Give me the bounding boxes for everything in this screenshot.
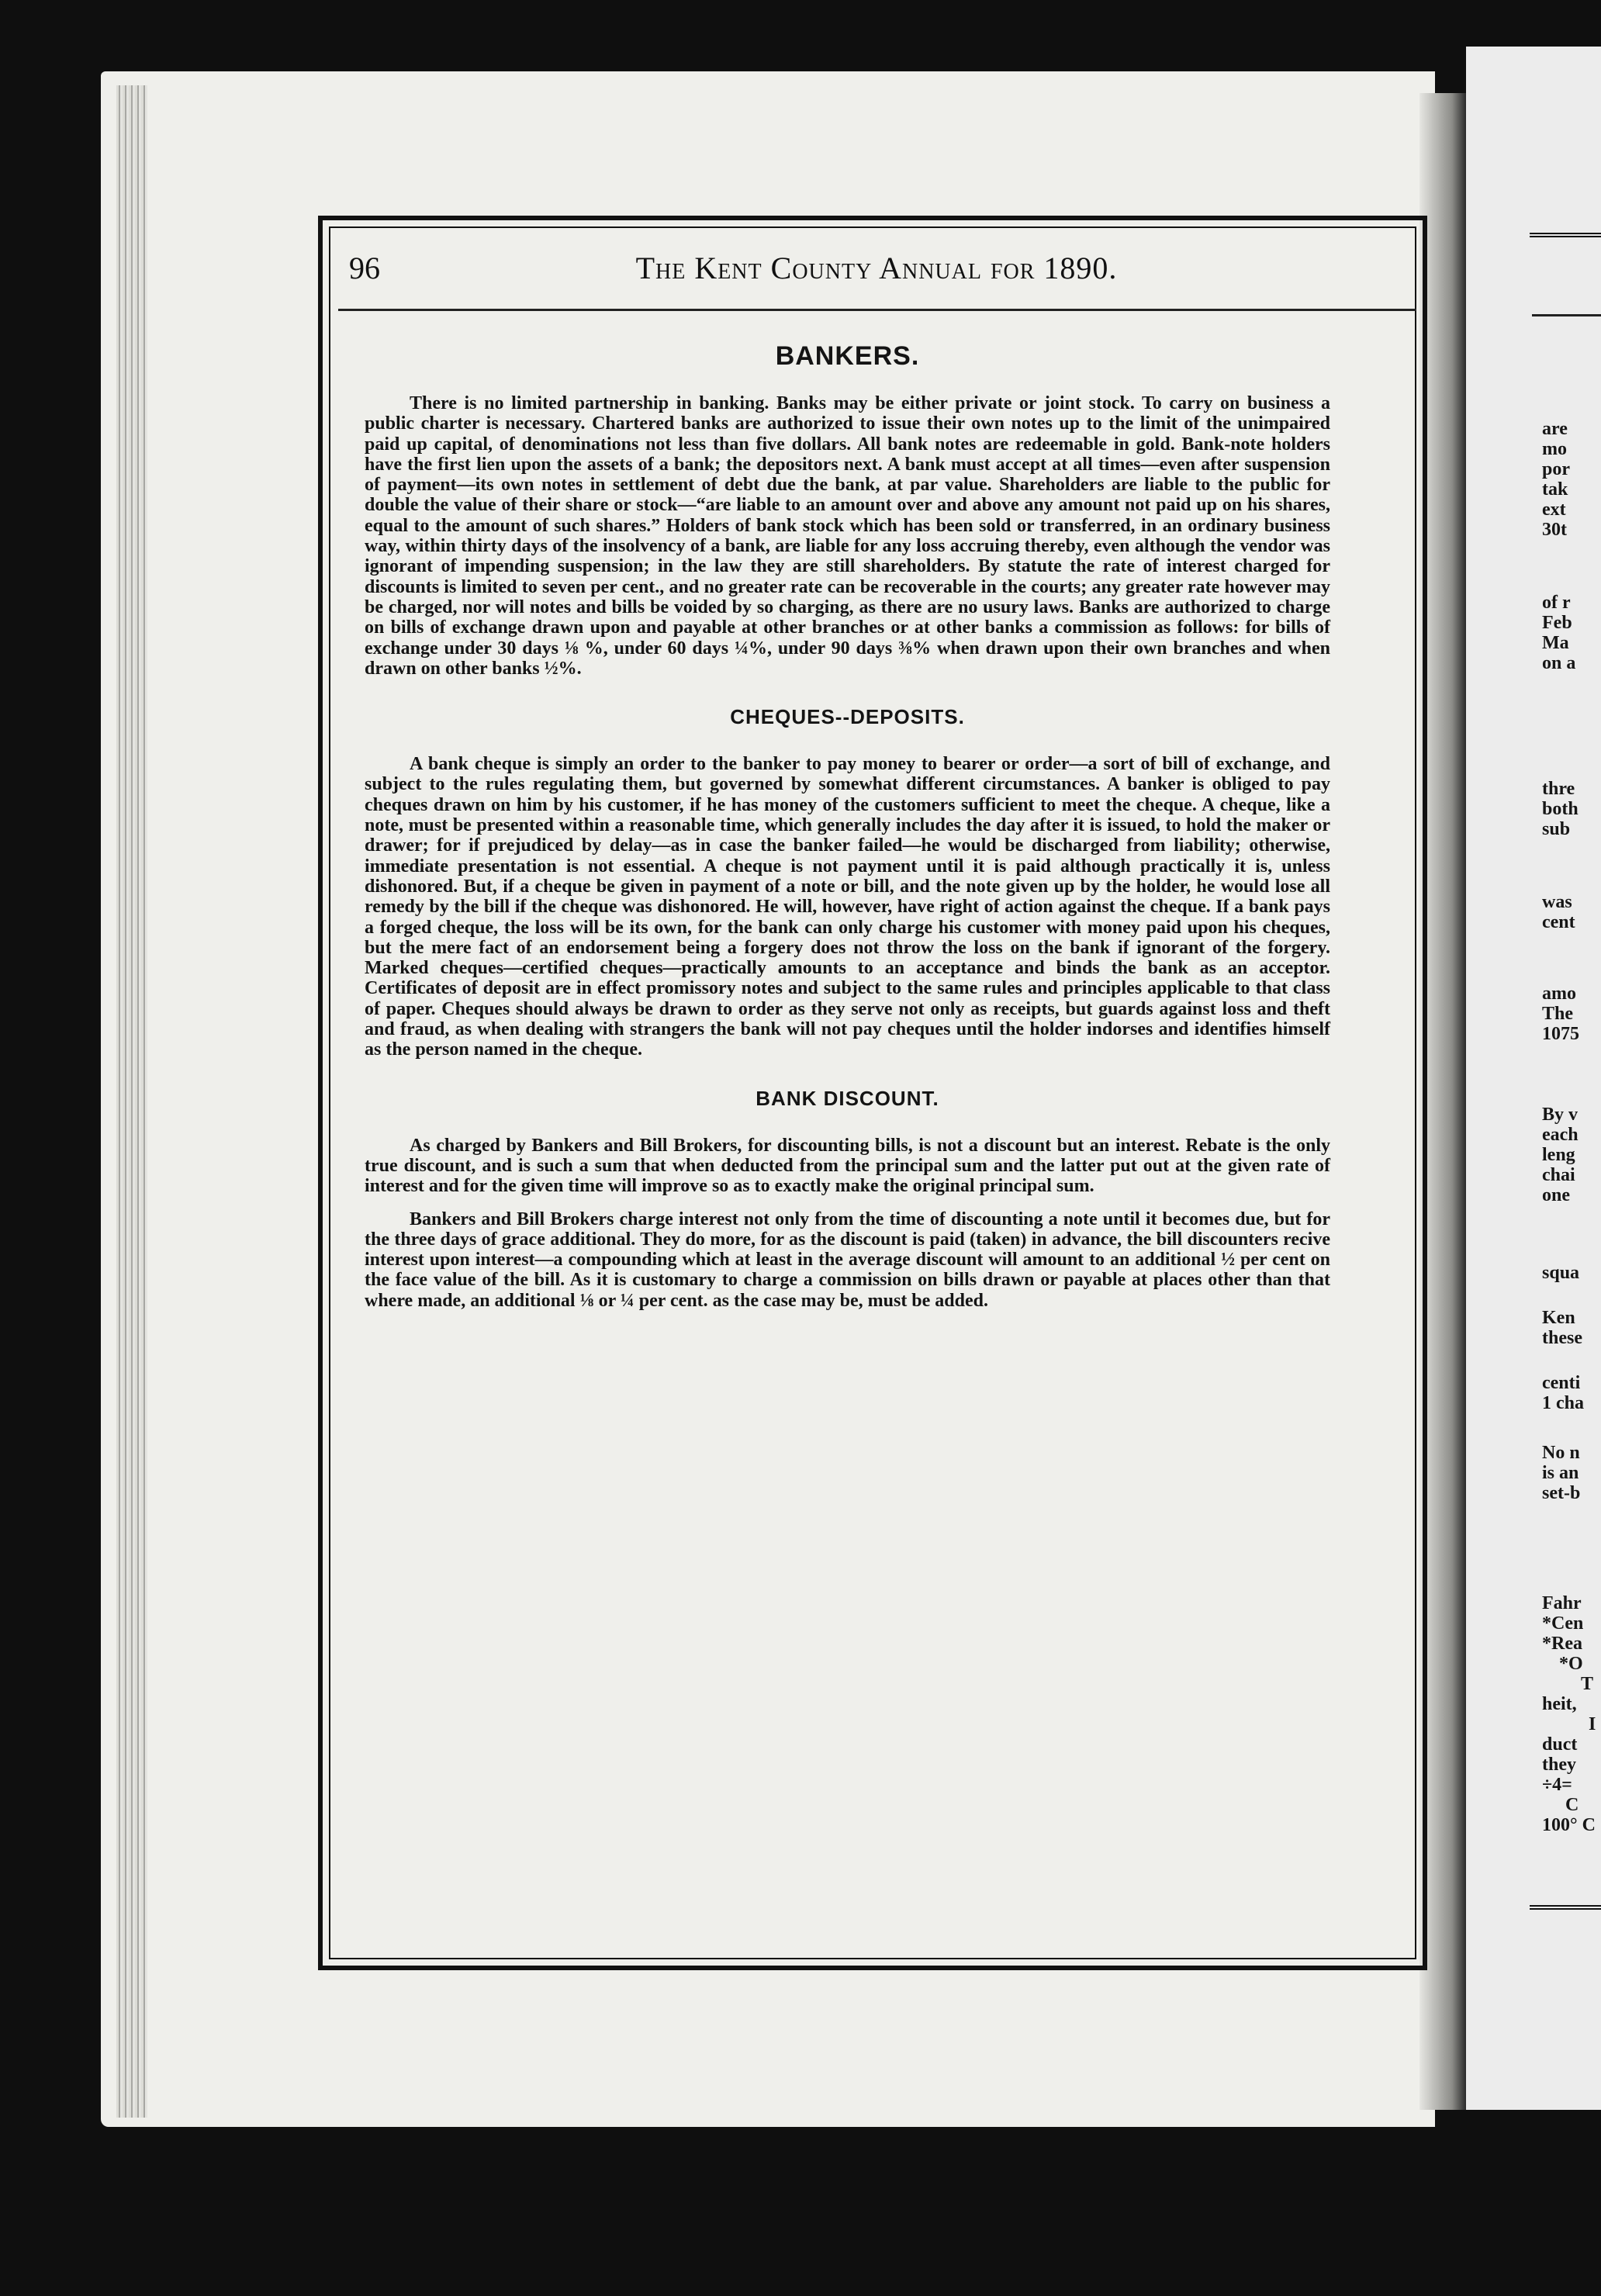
opposite-fragment: tak: [1542, 479, 1568, 500]
opposite-fragment: I: [1589, 1714, 1596, 1734]
opposite-fragment: was: [1542, 892, 1572, 912]
opposite-fragment: amo: [1542, 984, 1576, 1004]
bankers-paragraph: There is no limited partnership in banking. Banks may be either private or joint stock. To carry on business a public charter is necessary. Chartered banks are authorized to issue their own notes up to the limit of the unimpaired paid up capital, of denominations not less than five dollars. All bank notes are redeemable in gold. Bank-note holders have the first lien upon the assets of a bank; the depositors next. A bank must accept at all times—even after suspension of payment—its own notes in settlement of debt due the bank, at par value. Shareholders are liable to the public for double the value of their share or stock—“are liable to an amount over and above any amount not paid up on his shares, equal to the amount of such shares.” Holders of bank stock which has been sold or transferred, in an ordinary business way, within thirty days of the insolvency of a bank, are liable for any loss accruing thereby, even although the vendor was ignorant of impending suspension; in the law they are still shareholders. By statute the rate of interest charged for discounts is limited to seven per cent., and no greater rate can be recoverable in the courts; any greater rate however may be charged, nor will notes and bills be voided by so charging, as there are no usury laws. Banks are authorized to charge on bills of exchange drawn upon and payable at other branches or at other banks a commission as follows: for bills of exchange under 30 days ⅛ %, under 60 days ¼%, under 90 days ⅜% when drawn upon their own branches and when drawn on other banks ½%.: [365, 393, 1330, 679]
opposite-fragment: 1075: [1542, 1024, 1579, 1044]
page-content: [365, 341, 1330, 1311]
opposite-fragment: *Cen: [1542, 1613, 1584, 1634]
opposite-fragment: No n: [1542, 1443, 1580, 1463]
opposite-fragment: C: [1565, 1795, 1579, 1815]
cheques-paragraph: A bank cheque is simply an order to the banker to pay money to bearer or order—a sort of bill of exchange, and subject to the rules regulating them, but governed by somewhat different circumstances. A banker is obliged to pay cheques drawn on him by his customer, if he has money of the customers sufficient to meet the cheque. A cheque, like a note, must be presented within a reasonable time, which generally includes the day after it is issued, to hold the maker or drawer; for if prejudiced by delay—as in case the banker failed—he would be discharged from liability; otherwise, immediate presentation is not essential. A cheque is not payment until it is paid although practically it is, unless dishonored. But, if a cheque be given in payment of a note or bill, and the note given up by the holder, he would lose all remedy by the bill if the cheque was dishonored. He will, however, have right of action against the cheque. If a bank pays a forged cheque, the loss will be its own, for the bank can only charge his customer with money paid upon his cheques, but the mere fact of an endorsement being a forgery does not throw the loss on the bank if ignorant of the forgery. Marked cheques—certified cheques—practically amounts to an acceptance and binds the bank as an acceptor. Certificates of deposit are in effect promissory notes and subject to the same rules and principles applicable to that class of paper. Cheques should always be drawn to order as they serve not only as receipts, but guards against loss and theft and fraud, as when dealing with strangers the bank will not pay cheques until the holder indorses and identifies himself as the person named in the cheque.: [365, 754, 1330, 1060]
page-number: 96: [349, 251, 380, 285]
opposite-fragment: set-b: [1542, 1483, 1581, 1503]
opposite-fragment: 30t: [1542, 520, 1567, 540]
discount-paragraph-2: Bankers and Bill Brokers charge interest not only from the time of discounting a note until it becomes due, but for the three days of grace additional. They do more, for as the discount is paid (taken) in advance, the bill discounters recive interest upon interest—a compounding which at least in the average discount will amount to an additional ½ per cent on the face value of the bill. As it is customary to charge a commission on bills drawn or payable at places other than that where made, an additional ⅛ or ¼ per cent. as the case may be, must be added.: [365, 1209, 1330, 1311]
bankers-heading: BANKERS.: [775, 341, 920, 371]
opposite-fragment: Fahr: [1542, 1593, 1582, 1613]
opposite-fragment: T: [1581, 1674, 1594, 1694]
bank-discount-heading: BANK DISCOUNT.: [756, 1086, 939, 1110]
opposite-fragment: centi: [1542, 1373, 1581, 1393]
opposite-fragment: por: [1542, 459, 1570, 479]
running-head: [334, 250, 1419, 296]
opposite-fragment: thre: [1542, 779, 1575, 799]
opposite-fragment: on a: [1542, 653, 1576, 673]
opposite-fragment: each: [1542, 1125, 1579, 1145]
opposite-fragment: 1 cha: [1542, 1393, 1584, 1413]
opposite-fragment: duct: [1542, 1734, 1578, 1755]
cheques-deposits-heading: CHEQUES--DEPOSITS.: [730, 705, 965, 729]
opposite-fragment: one: [1542, 1185, 1570, 1205]
opposite-fragment: squa: [1542, 1263, 1580, 1283]
running-title: The Kent County Annual for 1890.: [635, 251, 1118, 285]
opposite-fragment: Ma: [1542, 633, 1569, 653]
opposite-fragment: ÷4=: [1542, 1775, 1572, 1795]
opposite-fragment: *O: [1559, 1654, 1583, 1674]
opposite-fragment: sub: [1542, 819, 1571, 839]
opposite-fragment: *Rea: [1542, 1634, 1582, 1654]
opposite-fragment: both: [1542, 799, 1579, 819]
opposite-page-text: [1542, 0, 1601, 2296]
opposite-fragment: Feb: [1542, 613, 1572, 633]
opposite-fragment: leng: [1542, 1145, 1575, 1165]
opposite-fragment: of r: [1542, 593, 1571, 613]
page-edges: [116, 85, 147, 2118]
opposite-fragment: chai: [1542, 1165, 1575, 1185]
opposite-fragment: mo: [1542, 439, 1567, 459]
opposite-fragment: they: [1542, 1755, 1576, 1775]
discount-paragraph-1: As charged by Bankers and Bill Brokers, for discounting bills, is not a discount but an interest. Rebate is the only true discount, and is such a sum that when deducted from the principal sum and the latter put out at the given rate of interest and for the given time will improve so as to exactly make the original principal sum.: [365, 1135, 1330, 1197]
opposite-fragment: Ken: [1542, 1308, 1575, 1328]
opposite-fragment: is an: [1542, 1463, 1579, 1483]
opposite-fragment: By v: [1542, 1105, 1579, 1125]
opposite-fragment: these: [1542, 1328, 1582, 1348]
opposite-fragment: are: [1542, 419, 1568, 439]
header-rule: [338, 309, 1416, 311]
opposite-fragment: 100° C: [1542, 1815, 1596, 1835]
opposite-fragment: heit,: [1542, 1694, 1577, 1714]
paragraph-gap: [365, 1197, 1330, 1209]
opposite-fragment: ext: [1542, 500, 1566, 520]
opposite-fragment: The: [1542, 1004, 1574, 1024]
opposite-fragment: cent: [1542, 912, 1575, 932]
